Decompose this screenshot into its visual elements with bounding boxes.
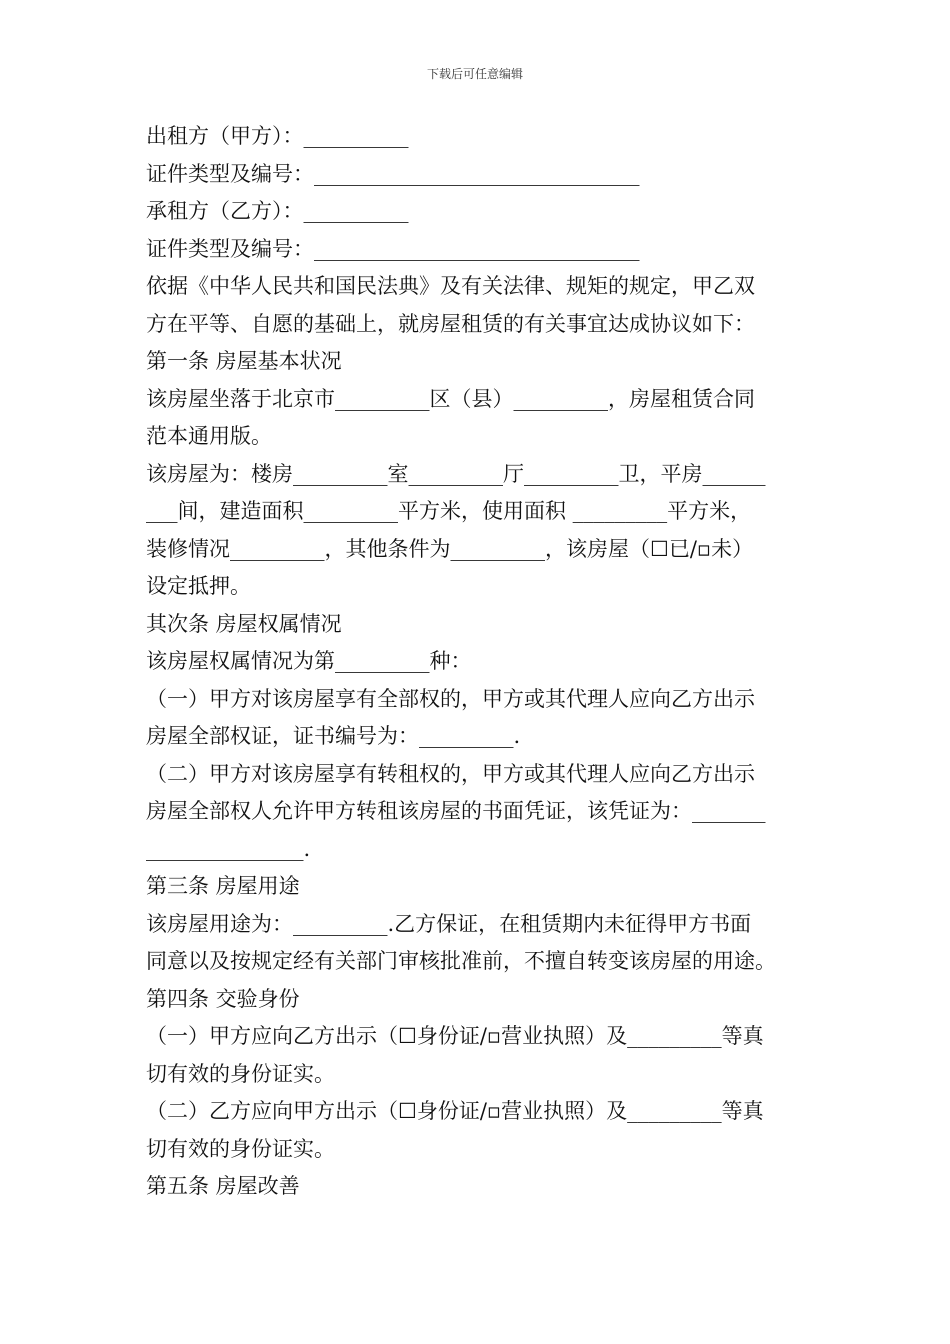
section-heading: 第五条 房屋改善 [146, 1174, 300, 1198]
text-line: 出租方（甲方）：__________ [146, 124, 409, 148]
text-line: （二）甲方对该房屋享有转租权的，甲方或其代理人应向乙方出示 [146, 761, 755, 786]
section-heading: 第三条 房屋用途 [146, 874, 300, 898]
text-line: 房屋全部权人允许甲方转租该房屋的书面凭证，该凭证为：_______ [146, 799, 766, 823]
text-line: （一）甲方应向乙方出示（☐身份证/▫营业执照）及_________等真 [146, 1024, 764, 1048]
page-header: 下载后可任意编辑 [426, 67, 523, 81]
text-line: _______________. [146, 836, 311, 861]
text-line: 装修情况_________，其他条件为_________，该房屋（☐已/▫未） [146, 536, 754, 561]
section-heading: 其次条 房屋权属情况 [146, 611, 342, 636]
text-line: 该房屋权属情况为第_________种： [146, 649, 472, 673]
text-line: 切有效的身份证实。 [146, 1061, 335, 1086]
section-heading: 第一条 房屋基本状况 [146, 349, 342, 373]
text-line: （二）乙方应向甲方出示（☐身份证/▫营业执照）及_________等真 [146, 1099, 764, 1123]
text-line: 房屋全部权证，证书编号为：_________. [146, 724, 521, 748]
text-line: （一）甲方对该房屋享有全部权的，甲方或其代理人应向乙方出示 [146, 686, 755, 711]
text-line: 方在平等、自愿的基础上，就房屋租赁的有关事宜达成协议如下： [146, 311, 755, 336]
text-line: 设定抵押。 [146, 574, 251, 598]
text-line: 该房屋为：楼房_________室_________厅_________卫，平房______ [146, 461, 766, 486]
section-heading: 第四条 交验身份 [146, 986, 300, 1011]
text-line: 该房屋用途为：_________.乙方保证，在租赁期内未征得甲方书面 [146, 911, 752, 936]
document-body [146, 118, 808, 1206]
text-line: 依据《中华人民共和国民法典》及有关法律、规矩的规定，甲乙双 [146, 274, 755, 298]
text-line: 证件类型及编号：_______________________________ [146, 236, 640, 261]
text-line: 证件类型及编号：_______________________________ [146, 161, 640, 186]
text-line: 范本通用版。 [146, 424, 272, 448]
text-line: ___间，建造面积_________平方米，使用面积 _________平方米， [146, 499, 752, 523]
text-line: 同意以及按规定经有关部门审核批准前，不擅自转变该房屋的用途。 [146, 949, 776, 973]
text-line: 该房屋坐落于北京市_________区（县）_________，房屋租赁合同 [146, 386, 755, 411]
text-line: 切有效的身份证实。 [146, 1136, 335, 1161]
text-line: 承租方（乙方）：__________ [146, 199, 409, 223]
